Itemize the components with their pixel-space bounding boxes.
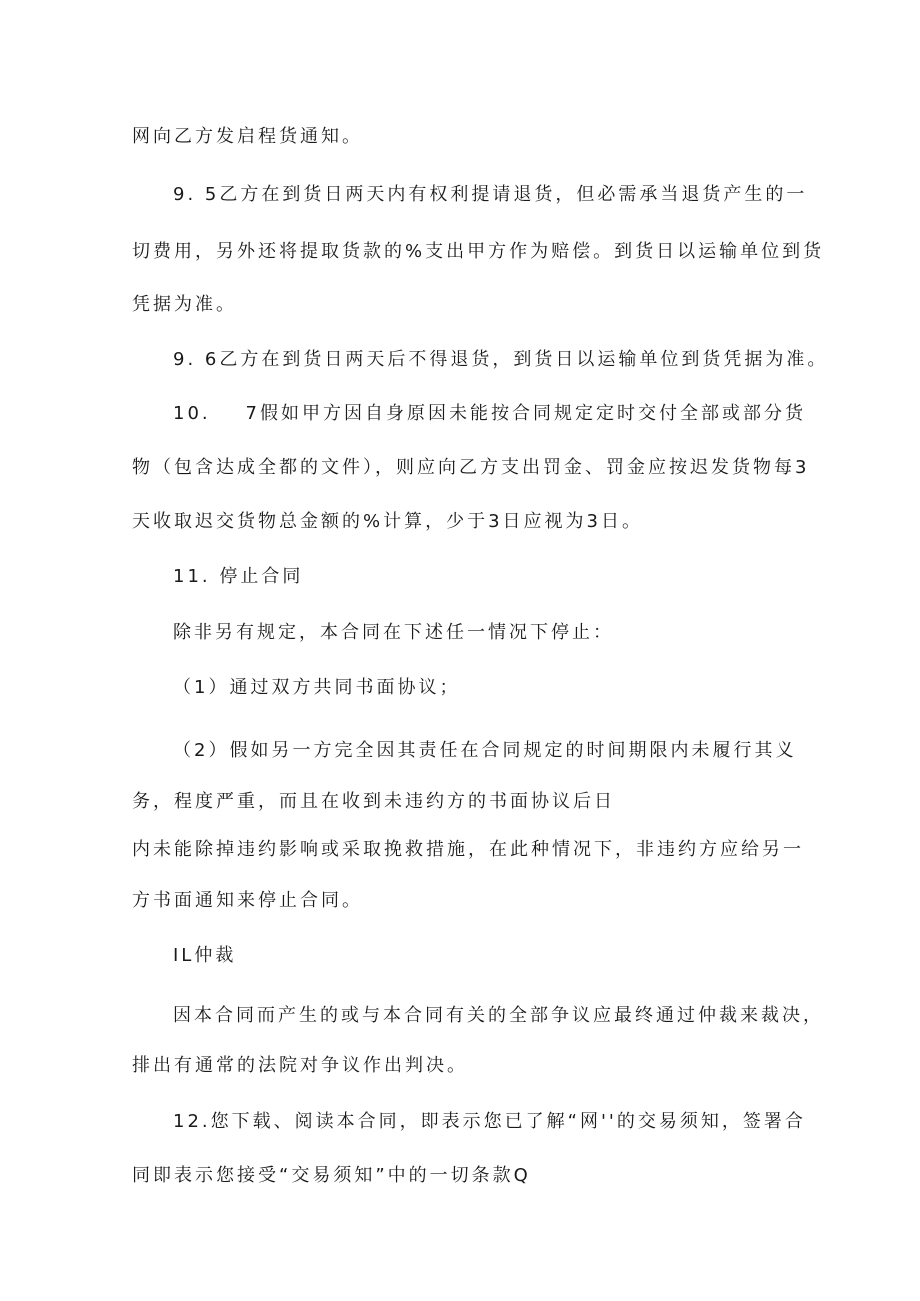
text-line: 方书面通知来停止合同。 <box>132 890 363 911</box>
text-line: 凭据为准。 <box>132 294 237 315</box>
text-line: 12.您下载、阅读本合同，即表示您已了解“网''的交易须知，签署合 <box>173 1111 806 1132</box>
text-line: 9. 6乙方在到货日两天后不得退货，到货日以运输单位到货凭据为准。 <box>173 349 829 370</box>
section-heading: IL仲裁 <box>173 945 237 966</box>
text-line: 网向乙方发启程货通知。 <box>132 126 363 147</box>
section-heading: 11. 停止合同 <box>173 566 304 587</box>
text-line: 除非另有规定，本合同在下述任一情况下停止： <box>173 622 614 643</box>
text-line: 天收取迟交货物总金额的%计算，少于3日应视为3日。 <box>132 511 644 532</box>
text-line: 内未能除掉违约影响或采取挽救措施，在此种情况下，非违约方应给另一 <box>132 839 804 860</box>
text-line: 同即表示您接受“交易须知”中的一切条款Q <box>132 1165 531 1186</box>
text-line: 10. 7假如甲方因自身原因未能按合同规定定时交付全部或部分货 <box>173 403 806 424</box>
list-item: （2）假如另一方完全因其责任在合同规定的时间期限内未履行其义 <box>173 740 797 761</box>
text-line: 9. 5乙方在到货日两天内有权利提请退货，但必需承当退货产生的一 <box>173 184 808 205</box>
list-item: （1）通过双方共同书面协议； <box>173 677 461 698</box>
text-line: 排出有通常的法院对争议作出判决。 <box>132 1055 468 1076</box>
text-line: 因本合同而产生的或与本合同有关的全部争议应最终通过仲裁来裁决， <box>173 1005 824 1026</box>
text-line: 务，程度严重，而且在收到未违约方的书面协议后日 <box>132 791 615 812</box>
text-line: 物（包含达成全都的文件），则应向乙方支出罚金、罚金应按迟发货物每3 <box>132 457 810 478</box>
text-line: 切费用，另外还将提取货款的%支出甲方作为赔偿。到货日以运输单位到货 <box>132 241 825 262</box>
